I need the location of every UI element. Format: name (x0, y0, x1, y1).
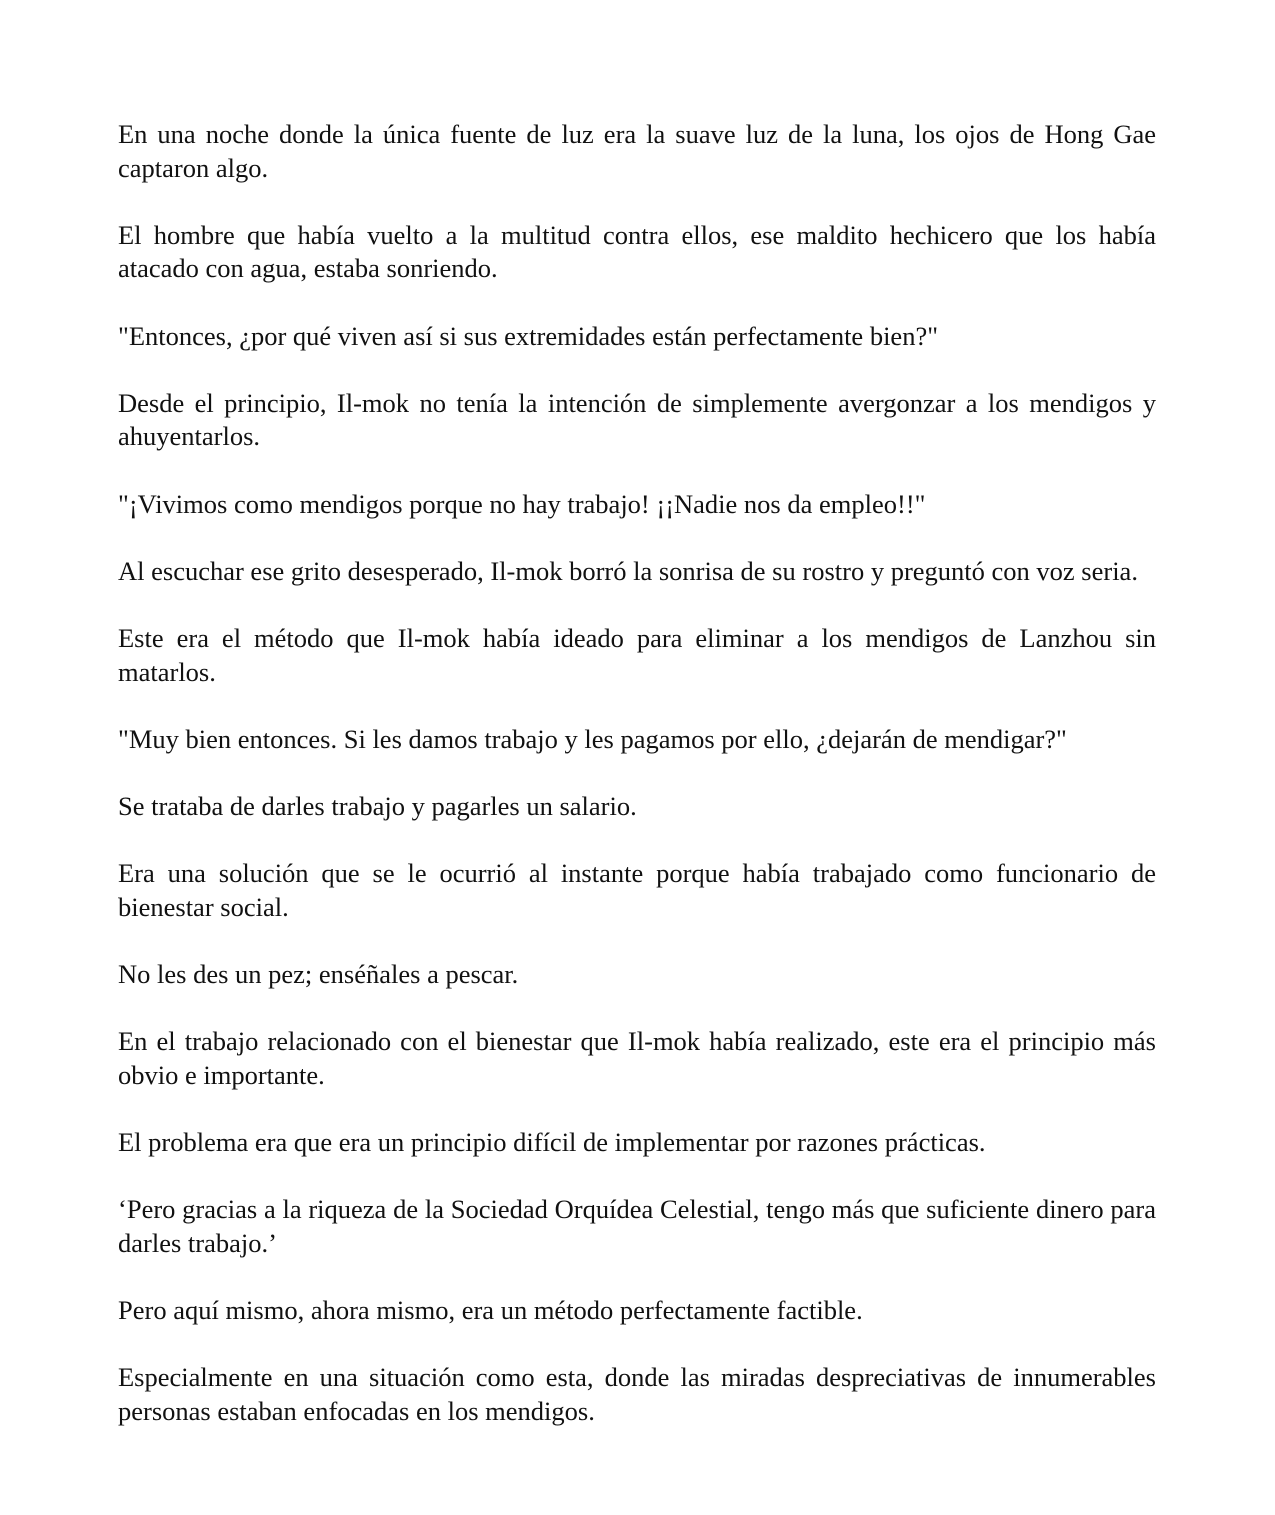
paragraph-9: Se trataba de darles trabajo y pagarles un salario. (118, 790, 637, 821)
paragraph-15: Pero aquí mismo, ahora mismo, era un método perfectamente factible. (118, 1294, 863, 1325)
paragraph-13: El problema era que era un principio difícil de implementar por razones prácticas. (118, 1126, 986, 1157)
paragraph-11: No les des un pez; enséñales a pescar. (118, 958, 519, 989)
paragraph-8: "Muy bien entonces. Si les damos trabajo y les pagamos por ello, ¿dejarán de mendigar?" (118, 723, 1067, 754)
paragraph-3: "Entonces, ¿por qué viven así si sus extremidades están perfectamente bien?" (118, 320, 939, 351)
paragraph-6: Al escuchar ese grito desesperado, Il-mok borró la sonrisa de su rostro y preguntó con voz seria. (118, 555, 1138, 586)
paragraph-16: Especialmente en una situación como esta, donde las miradas despreciativas de innumerables personas estaban enfocadas en los mendigos. (118, 1361, 1156, 1426)
document-page (118, 118, 1156, 1428)
paragraph-1: En una noche donde la única fuente de luz era la suave luz de la luna, los ojos de Hong Gae captaron algo. (118, 119, 1156, 183)
paragraph-2: El hombre que había vuelto a la multitud contra ellos, ese maldito hechicero que los había atacado con agua, estaba sonriendo. (118, 219, 1156, 284)
paragraph-12: En el trabajo relacionado con el bienestar que Il-mok había realizado, este era el principio más obvio e importante. (118, 1026, 1156, 1090)
paragraph-5: "¡Vivimos como mendigos porque no hay trabajo! ¡¡Nadie nos da empleo!!" (118, 488, 926, 519)
paragraph-14: ‘Pero gracias a la riqueza de la Sociedad Orquídea Celestial, tengo más que suficiente dinero para darles trabajo.’ (118, 1194, 1156, 1258)
paragraph-7: Este era el método que Il-mok había ideado para eliminar a los mendigos de Lanzhou sin matarlos. (118, 622, 1156, 687)
paragraph-4: Desde el principio, Il-mok no tenía la intención de simplemente avergonzar a los mendigos y ahuyentarlos. (118, 387, 1156, 452)
paragraph-10: Era una solución que se le ocurrió al instante porque había trabajado como funcionario de bienestar social. (118, 858, 1156, 922)
